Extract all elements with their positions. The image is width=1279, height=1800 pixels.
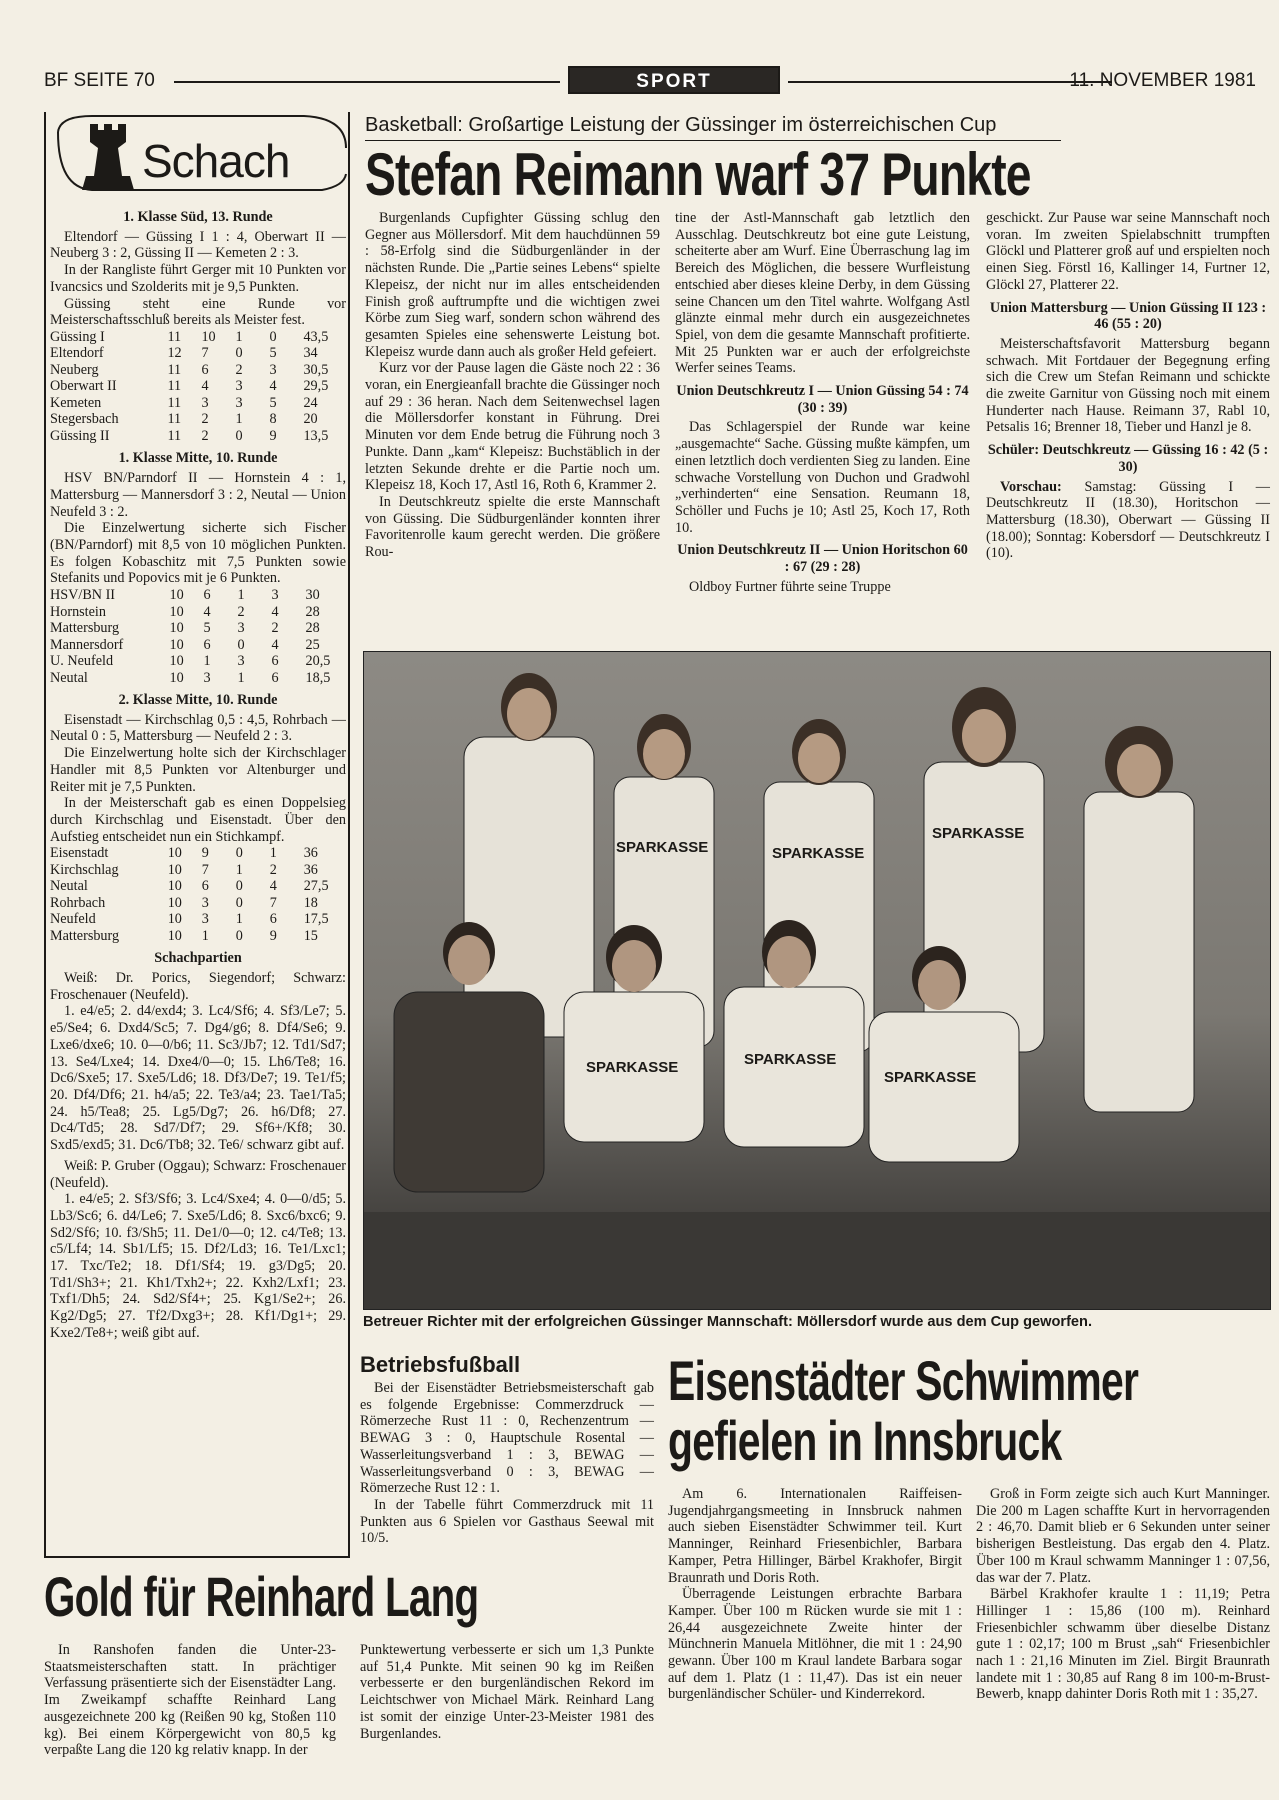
article-paragraph: Meisterschaftsfavorit Mattersburg begann schwach. Mit Fortdauer der Begegnung erfing sich die Crew um Stefan Reimann und schickte die zweite Garnitur von Güssing noch mit einem Hunderter nach Hause. Reimann 37, Rabl 10, Petsalis 16; Brenner 18, Tieber und Hanzl je 8. [986, 335, 1270, 436]
article-paragraph: geschickt. Zur Pause war seine Mannschaft noch voran. Im zweiten Spielabschnitt trumpften Glöckl und Platterer groß auf und erspielten noch einen Sieg. Förstl 16, Kallinger 14, Furtner 12, Glöckl 27, Platterer 22. [986, 210, 1270, 293]
table-row: Mattersburg 10 1 0 9 15 [50, 927, 318, 944]
article-paragraph: Oldboy Furtner führte seine Truppe [689, 578, 891, 595]
header-rule-right [788, 81, 1112, 83]
schach-paragraph: In der Rangliste führt Gerger mit 10 Punkten vor Ivancsics und Szolderits mit je 9,5 Punkten. [50, 262, 346, 295]
schach-paragraph: Weiß: P. Gruber (Oggau); Schwarz: Froschenauer (Neufeld). [50, 1157, 346, 1191]
schach-section-title: 1. Klasse Süd, 13. Runde [123, 209, 273, 225]
table-row: Hornstein 10 4 2 4 28 [50, 603, 320, 620]
article-paragraph [986, 479, 1270, 563]
jersey-lettering: SPARKASSE [772, 845, 865, 862]
schach-paragraph: In der Meisterschaft gab es einen Doppelsieg durch Kirchschlag und Eisenstadt. Über den Aufstieg entscheidet nun ein Stichkampf. [50, 795, 346, 845]
jersey-lettering: SPARKASSE [932, 825, 1025, 842]
team-photo-illustration [364, 652, 1270, 1309]
article-paragraph: Überragende Leistungen erbrachte Barbara Kamper. Über 100 m Rücken wurde sie mit 1 : 26,44 ausgezeichnete Zweite hinter der Münchnerin Manuela Mitlöhner, die mit 1 : 24,90 gewann. Über 100 m Kraul landete Barbara sogar auf dem 1. Platz (1 : 11,47). Das ist ein neuer burgenländischer Schüler- und Kinderrekord. [668, 1586, 962, 1703]
jersey-lettering: SPARKASSE [616, 839, 709, 856]
result-heading: Union Mattersburg — Union Güssing II 123 : 46 (55 : 20) [989, 299, 1267, 333]
preview-label: Vorschau: [1000, 478, 1062, 495]
article-paragraph: Kurz vor der Pause lagen die Gäste noch 22 : 36 voran, ein Energieanfall brachte die Güssinger noch auf 29 : 36 heran. Nach dem Seitenwechsel lagen die Möllersdorfer konstant in Führung. Drei Minuten vor dem Ende betrug die Führung noch 3 Punkte. Dann „kam“ Klepeisz: Buchstäblich in der letzten Sekunde drehte er die Partie noch um. Klepeisz 18, Koch 17, Astl 16, Roth 6, Krammer 2. [365, 360, 660, 494]
table-row: Neufeld 10 3 1 6 17,5 [50, 911, 329, 928]
betrieb-title: Betriebsfußball [360, 1352, 521, 1377]
schach-paragraph: Die Einzelwertung sicherte sich Fischer (BN/Parndorf) mit 8,5 von 10 möglichen Punkten. Es folgen Kobaschitz mit 7,5 Punkten sowie Stefanits und Popovics mit je 6 Punkten. [50, 520, 346, 587]
table-row: HSV/BN II 10 6 1 3 30 [50, 587, 320, 604]
schach-logo-text: Schach [142, 135, 290, 187]
table-row: Mattersburg 10 5 3 2 28 [50, 620, 320, 637]
result-heading: Union Deutschkreutz I — Union Güssing 54 : 74 (30 : 39) [676, 383, 969, 416]
article-paragraph: Bei der Eisenstädter Betriebsmeisterschaft gab es folgende Ergebnisse: Commerzdruck — Römerzeche Rust 11 : 0, Rechenzentrum — BEWAG 3 : 0, Hauptschule Rosental — Wasserleitungsverband 1 : 3, BEWAG — Wasserleitungsverband 0 : 3, BEWAG — Römerzeche Rust 12 : 1. [360, 1380, 654, 1497]
result-heading: Union Deutschkreutz II — Union Horitschon 60 : 67 (29 : 28) [677, 542, 968, 576]
lang-col-2 [360, 1642, 654, 1742]
section-badge: SPORT [568, 66, 780, 94]
article-paragraph: tine der Astl-Mannschaft gab letztlich den Ausschlag. Deutschkreutz bot eine gute Leistung, scheiterte aber am Wurf. Eine Überraschung lag im Bereich des Möglichen, die bessere Wurfleistung entschied aber dieses kleine Derby, in dem Güssing seine Chancen um den Titel wahrte. Wolfgang Astl glänzte einmal mehr durch ein ausgezeichnetes Spiel, von dem die gesamte Mannschaft profitierte. Mit 25 Punkten war er auch der erfolgreichste Werfer seines Teams. [675, 210, 970, 377]
schach-paragraph: Eltendorf — Güssing I 1 : 4, Oberwart II — Neuberg 3 : 2, Güssing II — Kemeten 2 : 3. [50, 228, 346, 262]
schach-section-title: 2. Klasse Mitte, 10. Runde [118, 692, 278, 709]
basketball-kicker: Basketball: Großartige Leistung der Güssinger im österreichischen Cup [365, 114, 997, 136]
table-row: Eisenstadt 10 9 0 1 36 [50, 845, 318, 862]
table-row: Oberwart II 11 4 3 4 29,5 [50, 378, 329, 395]
table-row: Neuberg 11 6 2 3 30,5 [50, 361, 329, 378]
article-paragraph: Am 6. Internationalen Raiffeisen-Jugendjahrgangsmeeting in Innsbruck nahmen auch sieben Eisenstädter Schwimmer teil. Kurt Manninger, Reinhard Friesenbichler, Barbara Kamper, Petra Hillinger, Bärbel Krakhofer, Birgit Braunrath und Doris Roth. [668, 1486, 962, 1586]
preview-text: Samstag: Güssing I — Deutschkreutz II (18.30), Horitschon — Mattersburg (18.30), Oberwart — Güssing II (18.00); Sonntag: Kobersdorf — Deutschkreutz I (10). [986, 478, 1270, 562]
schach-section-title: 1. Klasse Mitte, 10. Runde [118, 450, 278, 467]
article-paragraph: Punktewertung verbesserte er sich um 1,3 Punkte auf 51,4 Punkte. Mit seinen 90 kg im Reißen verbesserte er den burgenländischen Rekord im Leichtschwer von Michael Märk. Reinhard Lang ist somit der einzige Unter-23-Meister 1981 des Burgenlandes. [360, 1642, 654, 1742]
schach-section-title: Schachpartien [154, 950, 242, 967]
table-row: Stegersbach 11 2 1 8 20 [50, 411, 318, 428]
table-row: U. Neufeld 10 1 3 6 20,5 [50, 653, 331, 670]
schach-paragraph: Eisenstadt — Kirchschlag 0,5 : 4,5, Rohrbach — Neutal 0 : 5, Mattersburg — Neufeld 2 : 3. [50, 711, 346, 745]
schach-logo [52, 112, 348, 198]
jersey-lettering: SPARKASSE [586, 1059, 679, 1076]
header-rule-left [174, 81, 560, 83]
page-header [44, 66, 1256, 96]
basketball-headline: Stefan Reimann warf 37 Punkte [365, 141, 1031, 208]
table-row: Kirchschlag 10 7 1 2 36 [50, 861, 318, 878]
article-paragraph: Das Schlagerspiel der Runde war keine „ausgemachte“ Sache. Güssing mußte kämpfen, um einen letztlich doch verdienten Sieg zu landen. Eine schwache Vorstellung von Duchon und Gradwohl „verhinderten“ eine Sensation. Reumann 18, Schöller und Fuchs je 10; Astl 25, Koch 17, Roth 10. [675, 419, 970, 536]
schach-paragraph: 1. e4/e5; 2. d4/exd4; 3. Lc4/Sf6; 4. Sf3/Le7; 5. e5/Se4; 6. Dxd4/Sc5; 7. Dg4/g6; 8. Df4/Se6; 9. Lxe6/dxe6; 10. 0—0/b6; 11. Sc3/Jb7; 12. Td1/Sd7; 13. Se4/Lxe4; 14. Dxe4/0—0; 15. Lh6/Te8; 16. Dc6/Sxe5; 17. Sxe5/Ld6; 18. Df3/De7; 19. Te1/f5; 20. Df4/Df6; 21. h4/a5; 22. Te3/a4; 23. Tae1/Ta5; 24. h5/Tea8; 25. Lg5/Dg7; 26. h6/Df8; 27. Dc4/Td5; 28. Sd7/Df7; 29. Sf6+/Kf8; 30. Sxd5/exd5; 31. Dc6/Tb8; 32. Te6/ schwarz gibt auf. [50, 1003, 346, 1154]
basketball-col-3 [986, 210, 1270, 562]
basketball-col-2 [675, 210, 970, 595]
schach-paragraph: Güssing steht eine Runde vor Meisterschaftsschluß bereits als Meister fest. [50, 295, 346, 329]
article-paragraph: Groß in Form zeigte sich auch Kurt Manninger. Die 200 m Lagen schaffte Kurt in hervorragenden 2 : 46,70. Damit blieb er 6 Sekunden unter seiner bisherigen Bestleistung. Das ergab den 4. Platz. Über 100 m Kraul schwamm Manninger 1 : 07,56, das war der 7. Platz. [976, 1486, 1270, 1586]
team-photo [363, 651, 1271, 1310]
table-row: Güssing I 11 10 1 0 43,5 [50, 328, 329, 345]
table-row: Güssing II 11 2 0 9 13,5 [50, 427, 329, 444]
article-paragraph: In Ranshofen fanden die Unter-23-Staatsmeisterschaften statt. In prächtiger Verfassung präsentierte sich der Eisenstädter Lang. Im Zweikampf schaffte Reinhard Lang ausgezeichnete 200 kg (Reißen 90 kg, Stoßen 110 kg). Bei einem Körpergewicht von 80,5 kg verpaßte Lang die 120 kg relativ knapp. In der [44, 1642, 336, 1759]
jersey-lettering: SPARKASSE [744, 1051, 837, 1068]
schach-column [50, 203, 346, 1342]
schach-paragraph: Weiß: Dr. Porics, Siegendorf; Schwarz: Froschenauer (Neufeld). [50, 970, 346, 1003]
schach-paragraph: Die Einzelwertung holte sich der Kirchschlager Handler mit 8,5 Punkten vor Altenburger und Reiter mit je 7,5 Punkten. [50, 745, 346, 795]
issue-date: 11. NOVEMBER 1981 [1069, 70, 1256, 91]
table-row: Neutal 10 3 1 6 18,5 [50, 669, 331, 686]
article-paragraph: In der Tabelle führt Commerzdruck mit 11 Punkten aus 6 Spielen vor Gasthaus Seewal mit 10/5. [360, 1496, 654, 1547]
table-row: Rohrbach 10 3 0 7 18 [50, 894, 318, 911]
result-heading: Schüler: Deutschkreutz — Güssing 16 : 42 (5 : 30) [987, 442, 1269, 475]
betrieb-column [360, 1380, 654, 1547]
schwimm-headline-1: Eisenstädter Schwimmer [668, 1349, 1139, 1412]
table-row: Kemeten 11 3 3 5 24 [50, 394, 318, 411]
standings-table [50, 587, 346, 686]
photo-caption: Betreuer Richter mit der erfolgreichen Güssinger Mannschaft: Möllersdorf wurde aus dem Cup geworfen. [363, 1314, 1093, 1330]
table-row: Eltendorf 12 7 0 5 34 [50, 345, 318, 362]
article-paragraph: Bärbel Krakhofer kraulte 1 : 11,19; Petra Hillinger 1 : 15,86 (100 m). Reinhard Friesenbichler schwamm über dieselbe Distanz gute 1 : 02,17; 100 m Brust „sah“ Friesenbichler nach 1 : 21,16 Minuten im Ziel. Birgit Braunrath landete mit 1 : 30,85 auf Rang 8 im 100-m-Brust-Bewerb, knapp dahinter Doris Roth mit 1 : 35,27. [976, 1586, 1270, 1703]
jersey-lettering: SPARKASSE [884, 1069, 977, 1086]
schwimm-col-2 [976, 1486, 1270, 1703]
standings-table [50, 845, 346, 944]
schwimm-headline-2: gefielen in Innsbruck [668, 1409, 1062, 1472]
lang-headline: Gold für Reinhard Lang [44, 1565, 479, 1628]
basketball-col-1 [365, 210, 660, 561]
table-row: Mannersdorf 10 6 0 4 25 [50, 636, 320, 653]
lang-col-1 [44, 1642, 336, 1759]
schwimm-col-1 [668, 1486, 962, 1703]
page-number: BF SEITE 70 [44, 70, 155, 91]
table-row: Neutal 10 6 0 4 27,5 [50, 878, 329, 895]
article-paragraph: In Deutschkreutz spielte die erste Mannschaft von Güssing. Die Südburgenländer konnten ihrer Favoritenrolle kaum gerecht werden. Die größere Rou- [365, 493, 660, 561]
standings-table [50, 329, 346, 445]
schach-paragraph: HSV BN/Parndorf II — Hornstein 4 : 1, Mattersburg — Mannersdorf 3 : 2, Neutal — Union Neufeld 3 : 2. [50, 470, 346, 520]
schach-paragraph: 1. e4/e5; 2. Sf3/Sf6; 3. Lc4/Sxe4; 4. 0—0/d5; 5. Lb3/Sc6; 6. d4/Le6; 7. Sxe5/Ld6; 8. Sxc6/bxc6; 9. Sd2/Sf6; 10. f3/Sh5; 11. De1/0—0; 12. c4/Te8; 13. c5/Lf4; 14. Sb1/Lf5; 15. Df2/Ld3; 16. Te1/Lxc1; 17. Txc/Te2; 18. Df1/Sf4; 19. g3/Dg5; 20. Td1/Sh3+; 21. Kh1/Txh2+; 22. Kxh2/Lxf1; 23. Txf1/Dh5; 24. Sd2/Sf4+; 25. Kg1/Se2+; 26. Kg2/Dg5; 27. Tf2/Dxg3+; 28. Kf1/Dg1+; 29. Kxe2/Te8+; weiß gibt auf. [50, 1191, 346, 1341]
article-paragraph: Burgenlands Cupfighter Güssing schlug den Gegner aus Möllersdorf. Mit dem hauchdünnen 59 : 58-Erfolg sind die Südburgenländer in der nächsten Runde. Die „Partie seines Lebens“ spielte Klepeisz, der nicht nur im alles entscheidenden Finish groß auftrumpfte und die wichtigen zwei Körbe zum Sieg warf, sondern schon während des gesamten Spieles eine sehenswerte Leistung bot. Klepeisz wurde dann auch als großer Held gefeiert. [365, 210, 660, 360]
